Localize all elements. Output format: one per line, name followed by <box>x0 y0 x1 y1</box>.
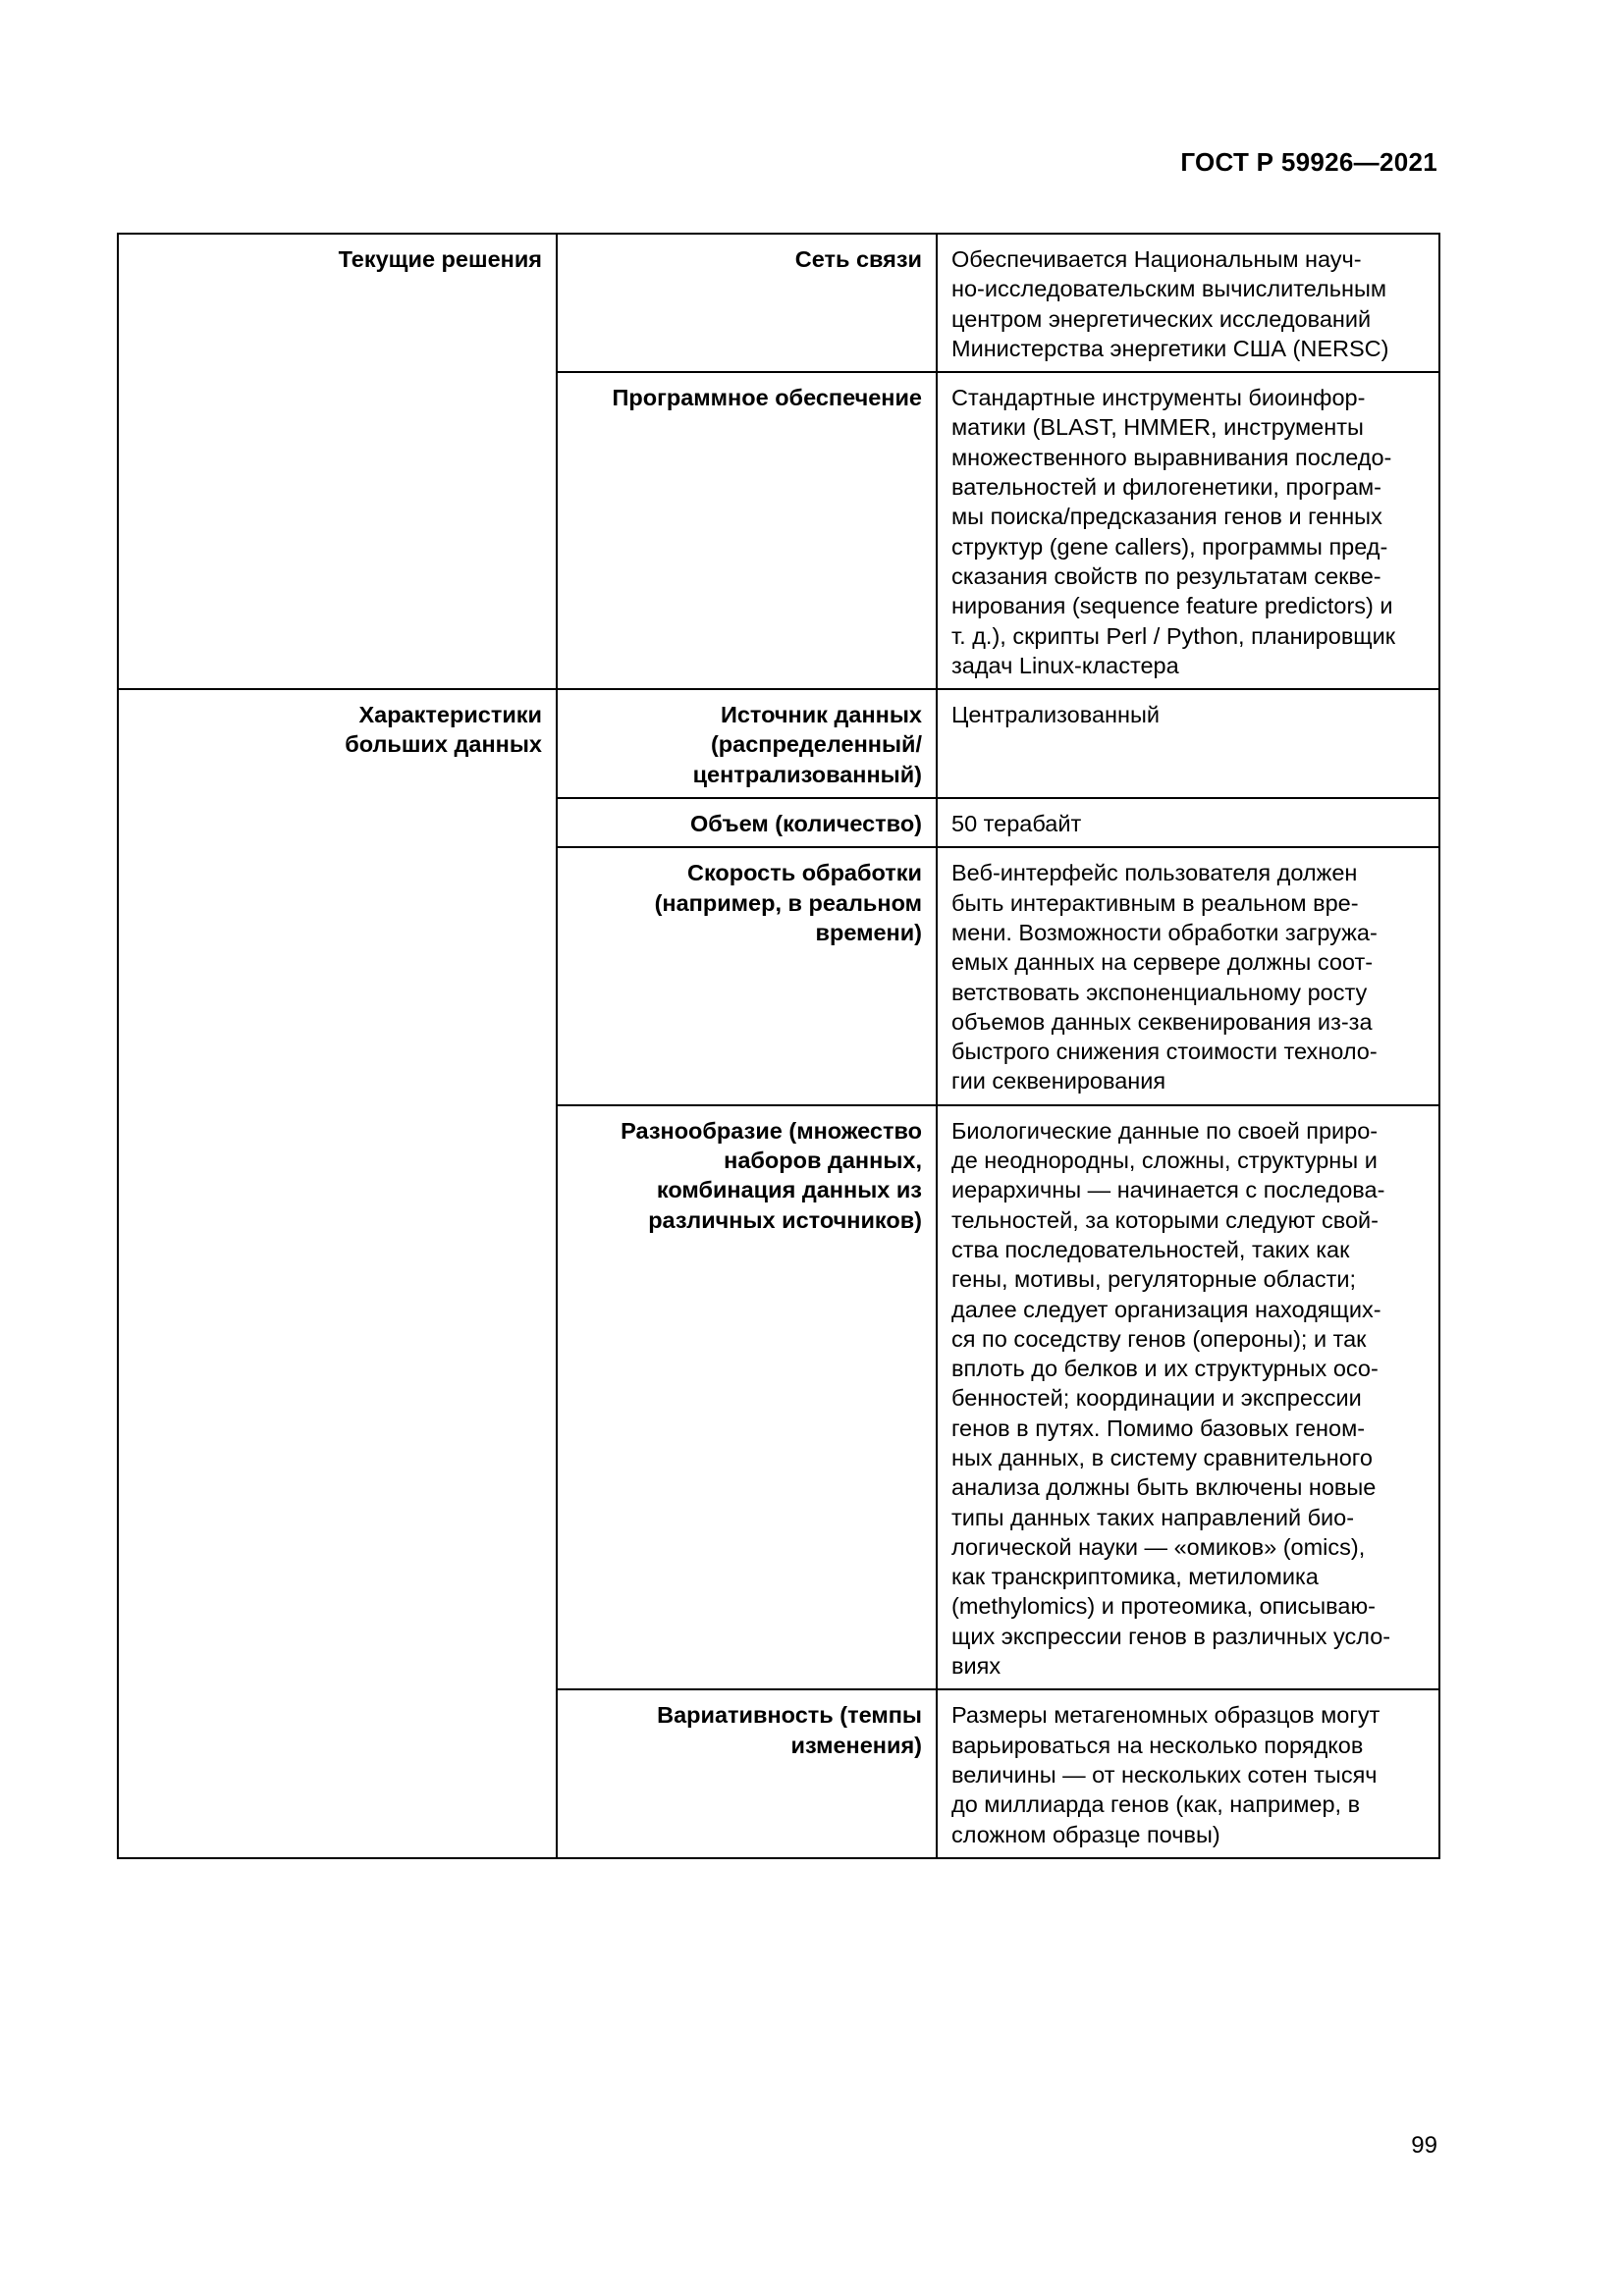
attribute-value-cell: Веб-интерфейс пользователя должен быть интерактивным в реальном вре- мени. Возможности обработки загружа- емых данных на сервере должны соот- ветствовать экспоненциальному росту объемов данных секвенирования из-за быстрого снижения стоимости техноло- гии секвенирования <box>937 847 1439 1104</box>
attribute-label-cell: Объем (количество) <box>557 798 937 847</box>
attribute-value-cell: Стандартные инструменты биоинфор- матики (BLAST, HMMER, инструменты множественного выравнивания последо- вательностей и филогенетики, програм- мы поиска/предсказания генов и генных структур (gene callers), программы пред- сказания свойств по результатам секве- нирования (sequence feature predictors) и т. д.), скрипты Perl / Python, планировщик задач Linux-кластера <box>937 372 1439 689</box>
attribute-value-cell: Биологические данные по своей приро- де неоднородны, сложны, структурны и иерархичны — начинается с последова- тельностей, за которыми следуют свой- ства последовательностей, таких как гены, мотивы, регуляторные области; далее следует организация находящих- ся по соседству генов (опероны); и так вплоть до белков и их структурных осо- бенностей; координации и экспрессии генов в путях. Помимо базовых геном- ных данных, в систему сравнительного анализа должны быть включены новые типы данных таких направлений био- логической науки — «омиков» (omics), как транскриптомика, метиломика (methylomics) и протеомика, описываю- щих экспрессии генов в различных усло- виях <box>937 1105 1439 1690</box>
spec-table-body <box>118 234 1439 1858</box>
attribute-label-cell: Вариативность (темпы изменения) <box>557 1689 937 1857</box>
attribute-label-cell: Программное обеспечение <box>557 372 937 689</box>
attribute-label-cell: Сеть связи <box>557 234 937 372</box>
category-cell: Характеристики больших данных <box>118 689 557 1858</box>
attribute-value-cell: 50 терабайт <box>937 798 1439 847</box>
category-cell: Текущие решения <box>118 234 557 689</box>
attribute-value-cell: Централизованный <box>937 689 1439 798</box>
table-row <box>118 234 1439 372</box>
attribute-label-cell: Разнообразие (множество наборов данных, комбинация данных из различных источников) <box>557 1105 937 1690</box>
document-header: ГОСТ Р 59926—2021 <box>1180 147 1437 177</box>
spec-table <box>117 233 1440 1859</box>
attribute-label-cell: Скорость обработки (например, в реальном времени) <box>557 847 937 1104</box>
table-row <box>118 689 1439 798</box>
attribute-value-cell: Размеры метагеномных образцов могут варьироваться на несколько порядков величины — от нескольких сотен тысяч до миллиарда генов (как, например, в сложном образце почвы) <box>937 1689 1439 1857</box>
attribute-value-cell: Обеспечивается Национальным науч- но-исследовательским вычислительным центром энергетических исследований Министерства энергетики США (NERSC) <box>937 234 1439 372</box>
attribute-label-cell: Источник данных (распределенный/ централизованный) <box>557 689 937 798</box>
page-number: 99 <box>1411 2132 1437 2159</box>
